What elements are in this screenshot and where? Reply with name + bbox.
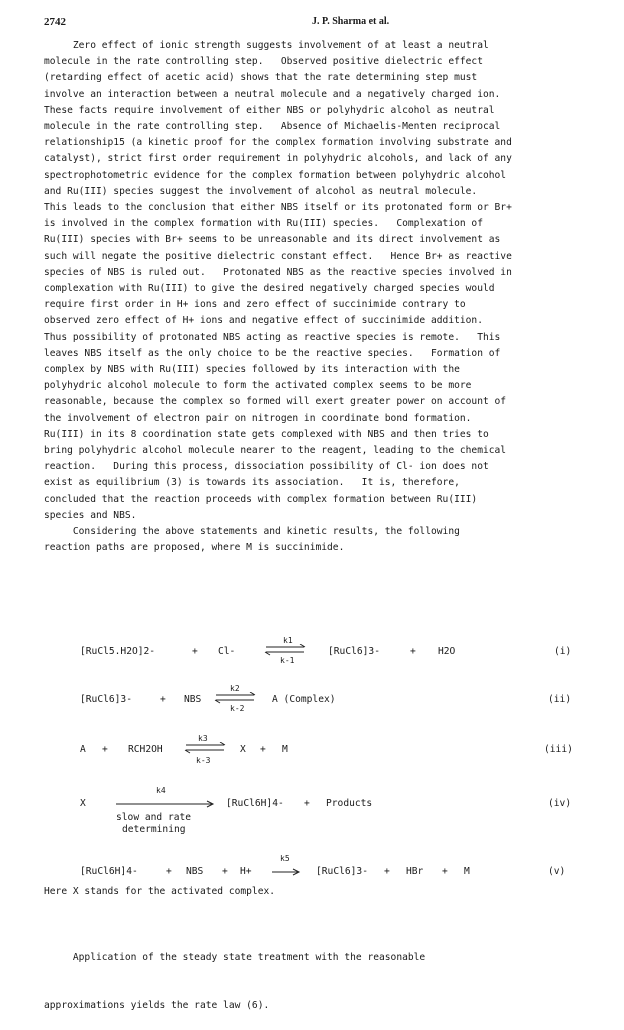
text-line: molecule in the rate controlling step. Absence of Michaelis-Menten reciprocal [44,121,501,133]
text-line: Ru(III) in its 8 coordination state gets complexed with NBS and then tries to [44,428,489,440]
eq1-reactant: [RuCl5.H2O]2- [80,646,156,657]
eq2-product: A (Complex) [272,694,336,705]
text-line: leaves NBS itself as the only choice to be the reactive species. Formation of [44,347,501,359]
text-line: This leads to the conclusion that either NBS itself or its protonated form or Br+ [44,202,512,214]
text-line: reaction. During this process, dissociation possibility of Cl- ion does not [44,461,489,473]
running-header [44,16,584,32]
text-line: complex by NBS with Ru(III) species followed by its interaction with the [44,364,460,376]
text-line: spectrophotometric evidence for the complex formation between polyhydric alcohol [44,169,507,181]
eq1-k-forward: k1 [283,636,293,645]
eq3-k-reverse: k-3 [196,756,211,765]
eq5-plus2: + [384,866,390,877]
eq3-plus2: + [260,744,266,755]
text-line: complexation with Ru(III) to give the desired negatively charged species would [44,283,495,295]
eq5-k-forward: k5 [280,854,290,863]
text-line: concluded that the reaction proceeds with complex formation between Ru(III) [44,493,478,505]
eq3-number: (iii) [544,744,573,755]
eq2-plus: + [160,694,166,705]
eq3-reactant: A [80,744,86,755]
eq5-number: (v) [548,866,566,877]
eq3-reactant2: RCH2OH [128,744,163,755]
eq5-reactant2: NBS [186,866,204,877]
eq1-k-reverse: k-1 [280,656,295,665]
text-line: Thus possibility of protonated NBS acting as reactive species is remote. This [44,331,501,343]
text-line: reaction paths are proposed, where M is succinimide. [44,542,345,554]
after-equations-text: Here X stands for the activated complex. [44,886,276,897]
forward-arrow-icon [116,800,216,808]
eq4-product: [RuCl6H]4- [226,798,284,809]
closing-line-1: Application of the steady state treatment with the reasonable [44,952,426,963]
eq4-product2: Products [326,798,373,809]
equilibrium-arrow-icon [214,692,258,704]
text-line: catalyst), strict first order requirement in polyhydric alcohols, and lack of any [44,153,512,165]
text-line: Zero effect of ionic strength suggests involvement of at least a neutral [44,40,489,51]
eq3-k-forward: k3 [198,734,208,743]
running-author: J. P. Sharma et al. [312,16,390,27]
text-line: require first order in H+ ions and zero effect of succinimide contrary to [44,299,466,311]
eq3-product: X [240,744,246,755]
eq1-plus: + [192,646,198,657]
eq1-plus2: + [410,646,416,657]
closing-line-2: approximations yields the rate law (6). [44,1000,270,1011]
text-line: bring polyhydric alcohol molecule nearer to the reagent, leading to the chemical [44,445,507,457]
eq1-number: (i) [554,646,572,657]
eq1-product2: H2O [438,646,456,657]
text-line: Ru(III) species with Br+ seems to be unreasonable and its direct involvement as [44,234,501,246]
eq5-reactant: [RuCl6H]4- [80,866,138,877]
eq2-reactant: [RuCl6]3- [80,694,132,705]
eq5-product: [RuCl6]3- [316,866,368,877]
closing-paragraph [44,918,425,1030]
eq4-reactant: X [80,798,86,809]
text-line: reasonable, because the complex so formed will exert greater power on account of [44,396,507,408]
text-line: species and NBS. [44,509,137,521]
text-line: observed zero effect of H+ ions and negative effect of succinimide addition. [44,315,483,327]
eq1-reactant2: Cl- [218,646,236,657]
eq4-note-line2: determining [122,824,186,835]
eq3-product2: M [282,744,288,755]
eq5-plus: + [166,866,172,877]
text-line: polyhydric alcohol molecule to form the activated complex seems to be more [44,380,472,392]
eq1-product: [RuCl6]3- [328,646,380,657]
eq5-product3: M [464,866,470,877]
eq4-note-line1: slow and rate [116,812,192,823]
text-line: These facts require involvement of either NBS or polyhydric alcohol as neutral [44,104,495,116]
text-line: Considering the above statements and kinetic results, the following [44,526,460,538]
eq4-number: (iv) [548,798,572,809]
eq3-plus: + [102,744,108,755]
page-number: 2742 [44,16,66,28]
eq2-reactant2: NBS [184,694,202,705]
text-line: involve an interaction between a neutral molecule and a negatively charged ion. [44,88,501,100]
eq2-k-forward: k2 [230,684,240,693]
equilibrium-arrow-icon [264,644,308,656]
eq5-plus4: + [442,866,448,877]
text-line: such will negate the positive dielectric constant effect. Hence Br+ as reactive [44,250,512,262]
text-line: exist as equilibrium (3) is towards its association. It is, therefore, [44,477,460,489]
eq2-k-reverse: k-2 [230,704,245,713]
text-line: species of NBS is ruled out. Protonated NBS as the reactive species involved in [44,266,512,278]
eq5-product2: HBr [406,866,424,877]
forward-arrow-icon [272,868,302,876]
text-line: molecule in the rate controlling step. Observed positive dielectric effect [44,56,483,68]
eq2-number: (ii) [548,694,572,705]
text-line: relationship15 (a kinetic proof for the complex formation involving substrate and [44,137,512,149]
eq4-plus2: + [304,798,310,809]
eq5-reactant3: H+ [240,866,252,877]
body-paragraph [44,38,592,557]
text-line: is involved in the complex formation with Ru(III) species. Complexation of [44,218,483,230]
text-line: (retarding effect of acetic acid) shows that the rate determining step must [44,72,478,84]
eq5-plus3: + [222,866,228,877]
text-line: and Ru(III) species suggest the involvement of alcohol as neutral molecule. [44,185,478,197]
equilibrium-arrow-icon [184,742,228,754]
eq4-k-forward: k4 [156,786,166,795]
text-line: the involvement of electron pair on nitrogen in coordinate bond formation. [44,412,472,424]
